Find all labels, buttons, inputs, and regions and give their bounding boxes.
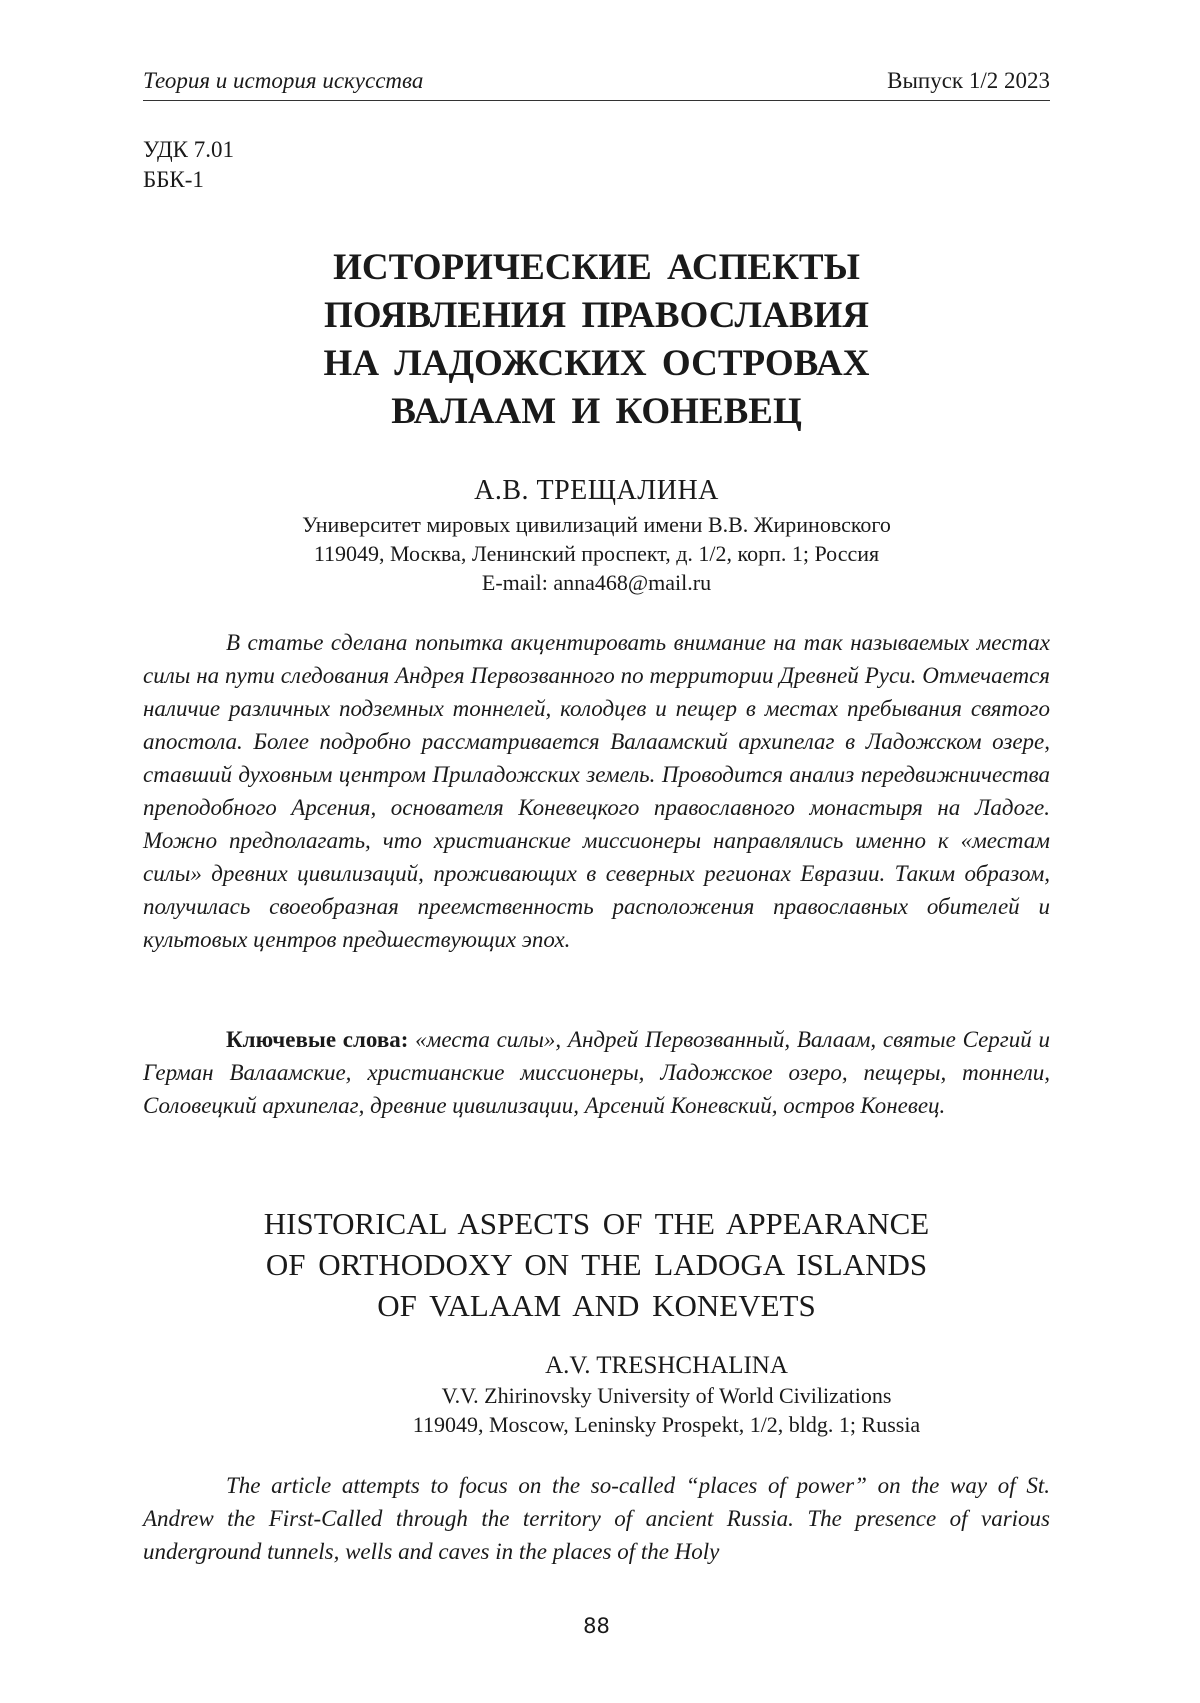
keywords-ru	[143, 1023, 1050, 1122]
running-header	[143, 66, 1050, 101]
udk-code: УДК 7.01	[143, 137, 234, 162]
title-en-line: HISTORICAL ASPECTS OF THE APPEARANCE	[263, 1206, 930, 1241]
title-ru-line: НА ЛАДОЖСКИХ ОСТРОВАХ	[323, 343, 870, 384]
bbk-code: ББК-1	[143, 167, 204, 192]
address-ru: 119049, Москва, Ленинский проспект, д. 1/2, корп. 1; Россия	[313, 541, 880, 566]
author-affiliation-ru	[143, 510, 1050, 597]
issue-number: Выпуск 1/2 2023	[887, 68, 1050, 93]
classification-codes	[143, 135, 234, 195]
affiliation-en: V.V. Zhirinovsky University of World Civilizations	[441, 1383, 892, 1408]
affiliation-ru: Университет мировых цивилизаций имени В.В. Жириновского	[302, 512, 891, 537]
email-ru: E-mail: anna468@mail.ru	[481, 570, 712, 595]
title-ru-line: ПОЯВЛЕНИЯ ПРАВОСЛАВИЯ	[323, 295, 870, 336]
keywords-text: «места силы», Андрей Первозванный, Валаам, святые Сергий и Герман Валаамские, христианские миссионеры, Ладожское озеро, пещеры, тоннели, Соловецкий архипелаг, древние цивилизации, Арсений Коневский, остров Коневец.	[143, 1027, 1051, 1118]
journal-title: Теория и история искусства	[143, 68, 424, 93]
keywords-label: Ключевые слова:	[226, 1027, 409, 1052]
title-en-line: OF VALAAM AND KONEVETS	[377, 1288, 816, 1323]
abstract-en: The article attempts to focus on the so-called “places of power” on the way of St. Andrew the First-Called through the territory of ancient Russia. The presence of various underground tunnels, wells and caves in the places of the Holy	[143, 1473, 1050, 1564]
article-page	[143, 0, 1050, 1703]
article-title-ru	[143, 244, 1050, 436]
title-en-line: OF ORTHODOXY ON THE LADOGA ISLANDS	[265, 1247, 928, 1282]
author-name-en: A.V. TRESHCHALINA	[545, 1352, 788, 1379]
author-name-ru: А.В. ТРЕЩАЛИНА	[474, 475, 719, 506]
author-affiliation-en	[143, 1381, 1050, 1439]
address-en: 119049, Moscow, Leninsky Prospekt, 1/2, bldg. 1; Russia	[412, 1412, 921, 1437]
title-ru-line: ВАЛААМ И КОНЕВЕЦ	[391, 391, 802, 432]
abstract-ru: В статье сделана попытка акцентировать внимание на так называемых местах силы на пути следования Андрея Первозванного по территории Древней Руси. Отмечается наличие различных подземных тоннелей, колодцев и пещер в местах пребывания святого апостола. Более подробно рассматривается Валаамский архипелаг в Ладожском озере, ставший духовным центром Приладожских земель. Проводится анализ передвижничества преподобного Арсения, основателя Коневецкого православного монастыря на Ладоге. Можно предполагать, что христианские миссионеры направлялись именно к «местам силы» древних цивилизаций, проживающих в северных регионах Евразии. Таким образом, получилась своеобразная преемственность расположения православных обителей и культовых центров предшествующих эпох.	[143, 630, 1050, 952]
title-ru-line: ИСТОРИЧЕСКИЕ АСПЕКТЫ	[333, 247, 860, 288]
article-title-en	[143, 1203, 1050, 1326]
page-number: 88	[583, 1614, 610, 1638]
